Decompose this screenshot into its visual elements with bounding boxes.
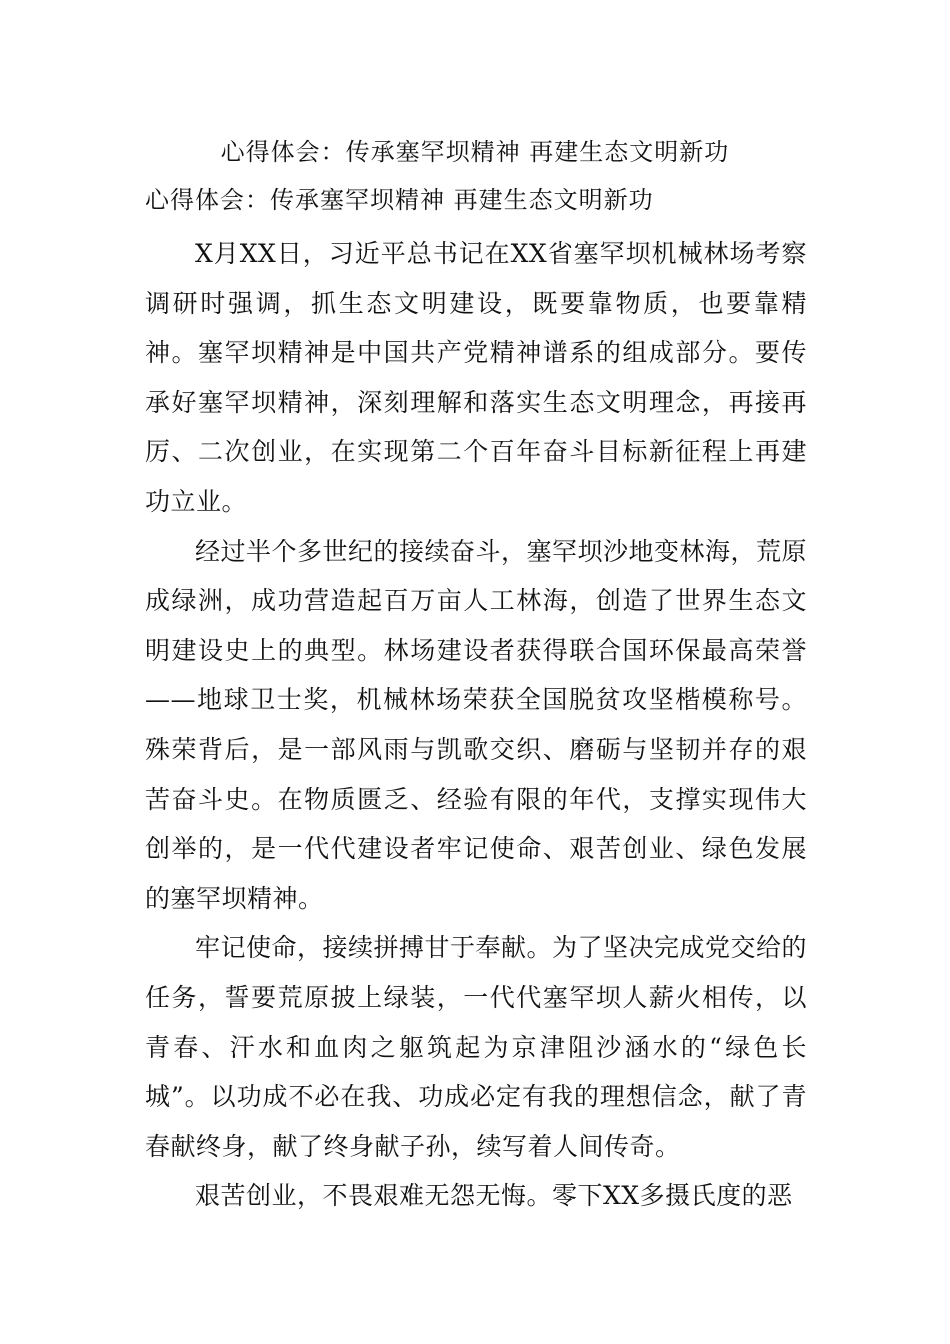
document-body xyxy=(145,229,807,1221)
paragraph: X月XX日，习近平总书记在XX省塞罕坝机械林场考察调研时强调，抓生态文明建设，既要靠物质，也要靠精神。塞罕坝精神是中国共产党精神谱系的组成部分。要传承好塞罕坝精神，深刻理解和落实生态文明理念，再接再厉、二次创业，在实现第二个百年奋斗目标新征程上再建功立业。 xyxy=(145,239,807,516)
document-subtitle: 心得体会：传承塞罕坝精神 再建生态文明新功 xyxy=(145,186,654,214)
paragraph: 艰苦创业，不畏艰难无怨无悔。零下XX多摄氏度的恶 xyxy=(195,1181,793,1211)
paragraph: 牢记使命，接续拼搏甘于奉献。为了坚决完成党交给的任务，誓要荒原披上绿装，一代代塞罕坝人薪火相传，以青春、汗水和血肉之躯筑起为京津阻沙涵水的“绿色长城”。以功成不必在我、功成必定有我的理想信念，献了青春献终身，献了终身献子孙，续写着人间传奇。 xyxy=(145,933,808,1161)
paragraph: 经过半个多世纪的接续奋斗，塞罕坝沙地变林海，荒原成绿洲，成功营造起百万亩人工林海，创造了世界生态文明建设史上的典型。林场建设者获得联合国环保最高荣誉——地球卫士奖，机械林场荣获全国脱贫攻坚楷模称号。殊荣背后，是一部风雨与凯歌交织、磨砺与坚韧并存的艰苦奋斗史。在物质匮乏、经验有限的年代，支撑实现伟大创举的，是一代代建设者牢记使命、艰苦创业、绿色发展的塞罕坝精神。 xyxy=(145,536,808,913)
document-title: 心得体会：传承塞罕坝精神 再建生态文明新功 xyxy=(220,138,730,166)
